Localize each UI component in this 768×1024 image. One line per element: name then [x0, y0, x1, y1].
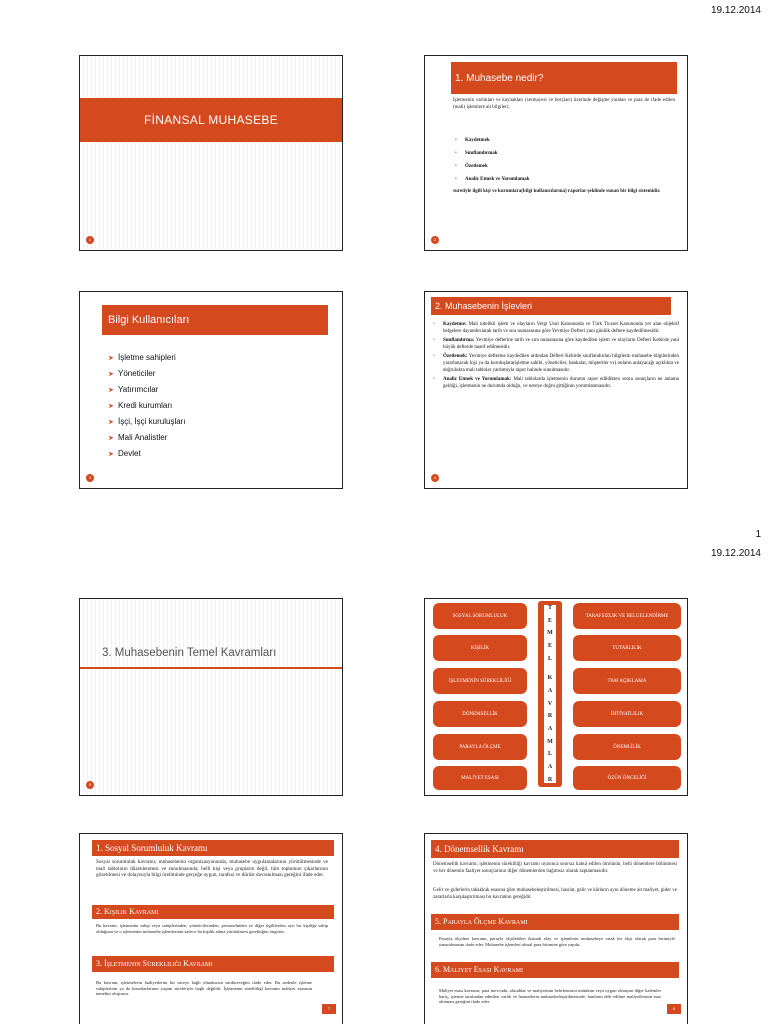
- center-letter: A: [547, 687, 553, 694]
- concept-box: ÖNEMLİLİK: [573, 734, 681, 760]
- section-text: Dönemsellik kavramı; işletmenin sürekliliği kavramı uyarınca sınırsız kabul edilen ömrünün, belli dönemlere bölünmesi ve her dönemin faaliyet sonuçlarının diğer dönemlerden bağımsız olarak saptanmasıdır.: [433, 862, 677, 874]
- list-item: ➤ İşçi, İşçi kuruluşları: [108, 414, 308, 430]
- center-letter: R: [547, 776, 553, 783]
- slide-title: Bilgi Kullanıcıları: [108, 314, 190, 326]
- function-list: [455, 134, 675, 186]
- slide-8[interactable]: [424, 833, 688, 1024]
- list-item: [433, 377, 679, 390]
- list-item: • Sınıflandırmak: [455, 147, 675, 160]
- section-title: 4. Dönemsellik Kavramı: [431, 840, 679, 858]
- center-letter: E: [547, 643, 552, 650]
- item-text: Yevmiye defterine tarih ve sıra numarasına göre kaydedilen işlem ve olayların Defteri Kebirde yani büyük defterde tasnif edilmesidir.: [443, 338, 679, 350]
- center-letter: R: [547, 713, 553, 720]
- list-item: ➤ Kredi kurumları: [108, 398, 308, 414]
- slide-outro: suretiyle ilgili kişi ve kurumlara(bilgi kullanıcılarına) raporlar şeklinde sunan bir bilgi sistemidir.: [453, 189, 661, 194]
- section-title: 2. Kişilik Kavramı: [92, 905, 334, 919]
- center-letter: L: [547, 751, 552, 758]
- section-text: Maliyet esası kavramı; para mevcudu, alacaklar ve maliyetinin belirlenmesi mümkün veya uygun olmayan diğer kalemler hariç, işletme tarafından edinilen varlık ve hizmetlerin muhasebeleştirilmesinde, bunların elde edilme maliyetlerinin esas alınması gereğini ifade eder.: [439, 988, 661, 1004]
- section-title: 5. Parayla Ölçme Kavramı: [431, 914, 679, 930]
- slide-intro: İşletmenin varlıkları ve kaynakları (sermayesi ve borçları) üzerinde değişme yaratan ve para ile ifade edilen (mali) işlemlere ait bilgileri;: [453, 98, 675, 110]
- slide-3[interactable]: [79, 291, 343, 489]
- slide-1[interactable]: [79, 55, 343, 251]
- slide-number: 5: [86, 781, 94, 789]
- slide-number: 1: [86, 236, 94, 244]
- slide-6[interactable]: [424, 598, 688, 796]
- list-item: • Analiz Etmek ve Yorumlamak: [455, 173, 675, 186]
- concept-box: KİŞİLİK: [433, 635, 527, 661]
- section-text: Sosyal sorumluluk kavramı; muhasebenin organizasyonunda, muhasebe uygulamalarının yürütülmesinde ve mali tabloların düzenlenmesi ve sunulmasında; belli kişi veya grupların değil, tüm toplumun çıkarlarının gözetilmesi ve dolayısıyla bilgi üretiminde gerçeğe uygun, tarafsız ve dürüst davranılması gereğini ifade eder.: [96, 859, 328, 878]
- section-title: 3. İşletmenin Sürekliliği Kavramı: [92, 956, 334, 972]
- item-term: Kaydetme:: [443, 322, 467, 327]
- center-letter: V: [547, 700, 553, 707]
- slide-5[interactable]: [79, 598, 343, 796]
- slide-4[interactable]: [424, 291, 688, 489]
- item-text: Yevmiye defterine kaydedilen ardından Defteri Kebirde sınıflandırılan bilgilerin muhasebe bilgilerinden yararlanacak kişi ya da kuruluşlara(işletme sahibi, yöneticiler, bankalar, müşteriler vs) onların anlayacağı açıklıkta ve doğrulukta mali tablolar yardımıyla rapor halinde sunulmasıdır.: [443, 354, 679, 373]
- center-inner: [544, 605, 556, 783]
- section-text: Bu kavram, işletmenin sahip veya sahiplerinden, yöneticilerinden, personelinden ve diğer ilgililerden ayrı bir kişiliğe sahip olduğunu ve o işletmenin muhasebe işlemlerinin sadece bu kişilik adına yürütülmesi gerektiğini öngörür.: [96, 923, 328, 934]
- page-number: 1: [755, 529, 761, 540]
- item-term: Özetlemek:: [443, 354, 468, 360]
- item-term: Analiz Etmek ve Yorumlamak:: [443, 377, 512, 383]
- section-text: Parayla ölçülme kavramı, parayla ölçülebilen iktisadi olay ve işlemlerin muhasebeye ortak bir ölçü olarak para birimiyle yansıtılmasını ifade eder. Muhasebe işlemleri ulusal para birimine göre yapılır.: [439, 936, 675, 947]
- date-top: 19.12.2014: [710, 5, 761, 16]
- center-letter: K: [547, 675, 553, 682]
- center-letter: A: [547, 764, 553, 771]
- concept-box: İŞLETMENİN SÜREKLİLİĞİ: [433, 668, 527, 694]
- list-item: • Kaydetmek: [455, 134, 675, 147]
- slide-title-bar: [80, 98, 342, 142]
- center-letter: T: [547, 605, 552, 611]
- concept-box: İHTİYATLILIK: [573, 701, 681, 727]
- slide-title: 1. Muhasebe nedir?: [455, 72, 544, 84]
- section-text: Gelir ve giderlerin tahakkuk esasına göre muhasebeleştirilmesi, hasılat, gelir ve kârların aynı döneme ait maliyet, gider ve zararlarla karşılaştırılması bu kavramın gereğidir.: [433, 888, 677, 900]
- slide-number: 7: [322, 1004, 336, 1014]
- item-term: Sınıflandırma:: [443, 338, 475, 344]
- slide-title: 2. Muhasebenin İşlevleri: [435, 301, 533, 311]
- slide-title-bar: [431, 297, 671, 315]
- list-item: [433, 354, 679, 374]
- center-letter: M: [547, 738, 553, 745]
- slide-title: FİNANSAL MUHASEBE: [143, 113, 279, 127]
- concept-box: TAM AÇIKLAMA: [573, 668, 681, 694]
- section-text: Bu kavram, işletmelerin faaliyetlerini bir süreye bağlı olmaksızın sürdüreceğini ifade eder. Bu nedenle işletme sahiplerinin ya da hissedarlarının yaşam süreleriyle bağlı değildir. İşletmenin sürekliliği kavramı maliyet esasının temelini oluşturur.: [96, 980, 312, 996]
- list-item: ➤ Devlet: [108, 446, 308, 462]
- slide-title-bar: [451, 62, 677, 94]
- slide-number: 4: [431, 474, 439, 482]
- concept-box: PARAYLA ÖLÇME: [433, 734, 527, 760]
- title-underline: [80, 667, 342, 669]
- list-item: ➤ İşletme sahipleri: [108, 350, 308, 366]
- list-item: ➤ Mali Analistler: [108, 430, 308, 446]
- section-title: 6. Maliyet Esası Kavramı: [431, 962, 679, 978]
- concept-box: ÖZÜN ÖNCELİĞİ: [573, 766, 681, 790]
- center-letter: M: [547, 630, 553, 637]
- slide-2[interactable]: [424, 55, 688, 251]
- date-mid: 19.12.2014: [710, 548, 761, 559]
- list-item: • Özetlemek: [455, 160, 675, 173]
- center-letter: L: [547, 655, 552, 662]
- list-item: ➤ Yatırımcılar: [108, 382, 308, 398]
- list-item: [433, 322, 679, 335]
- list-item: [433, 338, 679, 351]
- center-column: [538, 601, 562, 787]
- concept-box: SOSYAL SORUMLULUK: [433, 603, 527, 629]
- concept-box: TARAFSIZLIK VE BELGELENDİRME: [573, 603, 681, 629]
- slide-7[interactable]: [79, 833, 343, 1024]
- list-item: ➤ Yöneticiler: [108, 366, 308, 382]
- item-text: Mali tablolarda işletmenin durumu rapor edildikten sonra sonuçların ne anlama geldiği, işletmenin ne durumda olduğu, ve nereye doğru gittiğinin yorumlanmasıdır.: [443, 377, 679, 389]
- slide-number: 8: [667, 1004, 681, 1014]
- section-title: 1. Sosyal Sorumluluk Kavramı: [92, 840, 334, 856]
- concept-box: TUTARLILIK: [573, 635, 681, 661]
- slide-number: 3: [86, 474, 94, 482]
- slide-title-bar: [102, 305, 328, 335]
- user-list: [108, 350, 308, 462]
- item-text: Mali nitelikli işlem ve olayların Vergi Usul Kanununda ve Türk Ticaret Kanununda yer alan objektif belgelere dayandırılarak tarih ve sıra numarasına göre Yevmiye Defteri yani günlük deftere kaydedilmesidir.: [443, 322, 679, 334]
- function-detail-list: [433, 322, 679, 390]
- slide-title: 3. Muhasebenin Temel Kavramları: [102, 647, 277, 659]
- center-letter: A: [547, 726, 553, 733]
- slide-number: 2: [431, 236, 439, 244]
- center-letter: E: [547, 617, 552, 624]
- concept-box: MALİYET ESASI: [433, 766, 527, 790]
- concept-box: DÖNEMSELLİK: [433, 701, 527, 727]
